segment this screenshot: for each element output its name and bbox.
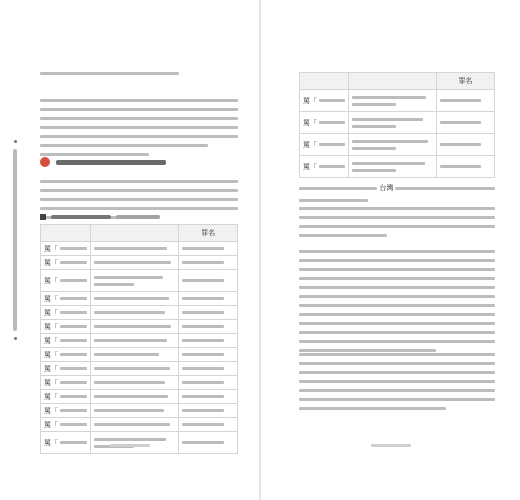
table-cell — [179, 292, 238, 306]
table-cell — [41, 256, 91, 270]
right-table-row — [300, 134, 495, 156]
table-caption — [40, 214, 160, 220]
table-cell — [90, 376, 179, 390]
table-cell — [300, 90, 349, 112]
left-table-row — [41, 390, 238, 404]
left-table-header — [90, 225, 179, 242]
table-cell — [436, 134, 494, 156]
cell-prefix: 罵「 — [303, 162, 317, 171]
table-cell — [179, 320, 238, 334]
intro-paragraph — [40, 72, 238, 81]
table-cell — [90, 256, 179, 270]
margin-dot-icon — [14, 140, 17, 143]
table-cell — [349, 90, 437, 112]
page-number-right — [371, 444, 411, 447]
caption-note-bar — [116, 215, 160, 219]
table-cell — [41, 362, 91, 376]
table-cell — [300, 156, 349, 178]
cell-prefix: 罵「 — [44, 244, 58, 253]
left-table-row — [41, 256, 238, 270]
table-cell — [179, 418, 238, 432]
table-cell — [41, 404, 91, 418]
left-table-row — [41, 334, 238, 348]
table-cell — [41, 320, 91, 334]
table-cell — [179, 306, 238, 320]
table-cell — [90, 292, 179, 306]
table-cell — [90, 348, 179, 362]
left-table-header — [41, 225, 91, 242]
cell-prefix: 罵「 — [44, 350, 58, 359]
cell-prefix: 罵「 — [303, 118, 317, 127]
table-cell — [41, 418, 91, 432]
margin-dot-icon — [14, 337, 17, 340]
left-table-header: 罪名 — [179, 225, 238, 242]
table-cell — [41, 334, 91, 348]
table-cell — [300, 134, 349, 156]
left-table-row — [41, 404, 238, 418]
margin-text-bar — [13, 149, 17, 331]
section-heading-bar — [56, 160, 166, 165]
side-margin-strip — [10, 140, 20, 340]
left-table-row — [41, 242, 238, 256]
page-number-left — [110, 444, 150, 447]
left-table-row — [41, 362, 238, 376]
table-cell — [41, 432, 91, 454]
cell-prefix: 罵「 — [303, 96, 317, 105]
table-cell — [90, 242, 179, 256]
table-cell — [179, 256, 238, 270]
table-cell — [179, 404, 238, 418]
table-cell — [90, 270, 179, 292]
left-table-row — [41, 432, 238, 454]
right-table-header — [300, 73, 349, 90]
left-table-row — [41, 320, 238, 334]
table-cell — [179, 242, 238, 256]
table-cell — [90, 432, 179, 454]
cell-prefix: 罵「 — [44, 308, 58, 317]
cell-prefix: 罵「 — [44, 258, 58, 267]
left-table — [40, 224, 238, 454]
left-page — [0, 0, 259, 500]
table-cell — [349, 134, 437, 156]
right-paragraph-3 — [299, 250, 495, 358]
right-table — [299, 72, 495, 178]
right-table-row — [300, 156, 495, 178]
table-cell — [90, 404, 179, 418]
cell-prefix: 罵「 — [44, 336, 58, 345]
body-paragraph — [40, 99, 238, 162]
table-cell — [90, 362, 179, 376]
table-cell — [41, 306, 91, 320]
right-table-row — [300, 112, 495, 134]
table-cell — [179, 362, 238, 376]
table-cell — [90, 320, 179, 334]
table-cell — [90, 418, 179, 432]
table-cell — [41, 270, 91, 292]
table-cell — [90, 306, 179, 320]
table-cell — [41, 242, 91, 256]
right-table-header: 罪名 — [436, 73, 494, 90]
cell-prefix: 罵「 — [44, 378, 58, 387]
table-cell — [179, 348, 238, 362]
caption-square-icon — [40, 214, 46, 220]
highlight-snippet: 台灣 — [379, 184, 394, 192]
right-page — [261, 0, 520, 500]
table-cell — [436, 90, 494, 112]
table-cell — [300, 112, 349, 134]
caption-bar — [51, 215, 111, 219]
table-cell — [90, 334, 179, 348]
cell-prefix: 罵「 — [44, 364, 58, 373]
left-table-row — [41, 306, 238, 320]
left-table-row — [41, 348, 238, 362]
right-paragraph-2 — [299, 207, 495, 243]
right-table-row — [300, 90, 495, 112]
cell-prefix: 罵「 — [44, 322, 58, 331]
left-table-row — [41, 418, 238, 432]
right-paragraph-4 — [299, 353, 495, 416]
table-cell — [90, 390, 179, 404]
left-table-row — [41, 270, 238, 292]
table-cell — [41, 376, 91, 390]
cell-prefix: 罵「 — [44, 294, 58, 303]
right-paragraph-1 — [299, 183, 495, 208]
table-cell — [41, 390, 91, 404]
table-cell — [436, 112, 494, 134]
table-cell — [179, 270, 238, 292]
table-cell — [179, 376, 238, 390]
left-table-row — [41, 376, 238, 390]
cell-prefix: 罵「 — [44, 438, 58, 447]
right-table-header — [349, 73, 437, 90]
table-cell — [349, 156, 437, 178]
table-cell — [41, 348, 91, 362]
table-cell — [179, 334, 238, 348]
cell-prefix: 罵「 — [303, 140, 317, 149]
cell-prefix: 罵「 — [44, 276, 58, 285]
table-cell — [349, 112, 437, 134]
table-cell — [179, 432, 238, 454]
section-heading — [40, 157, 166, 167]
table-cell — [436, 156, 494, 178]
cell-prefix: 罵「 — [44, 392, 58, 401]
table-cell — [179, 390, 238, 404]
left-table-row — [41, 292, 238, 306]
cell-prefix: 罵「 — [44, 420, 58, 429]
cell-prefix: 罵「 — [44, 406, 58, 415]
table-cell — [41, 292, 91, 306]
bullet-icon — [40, 157, 50, 167]
